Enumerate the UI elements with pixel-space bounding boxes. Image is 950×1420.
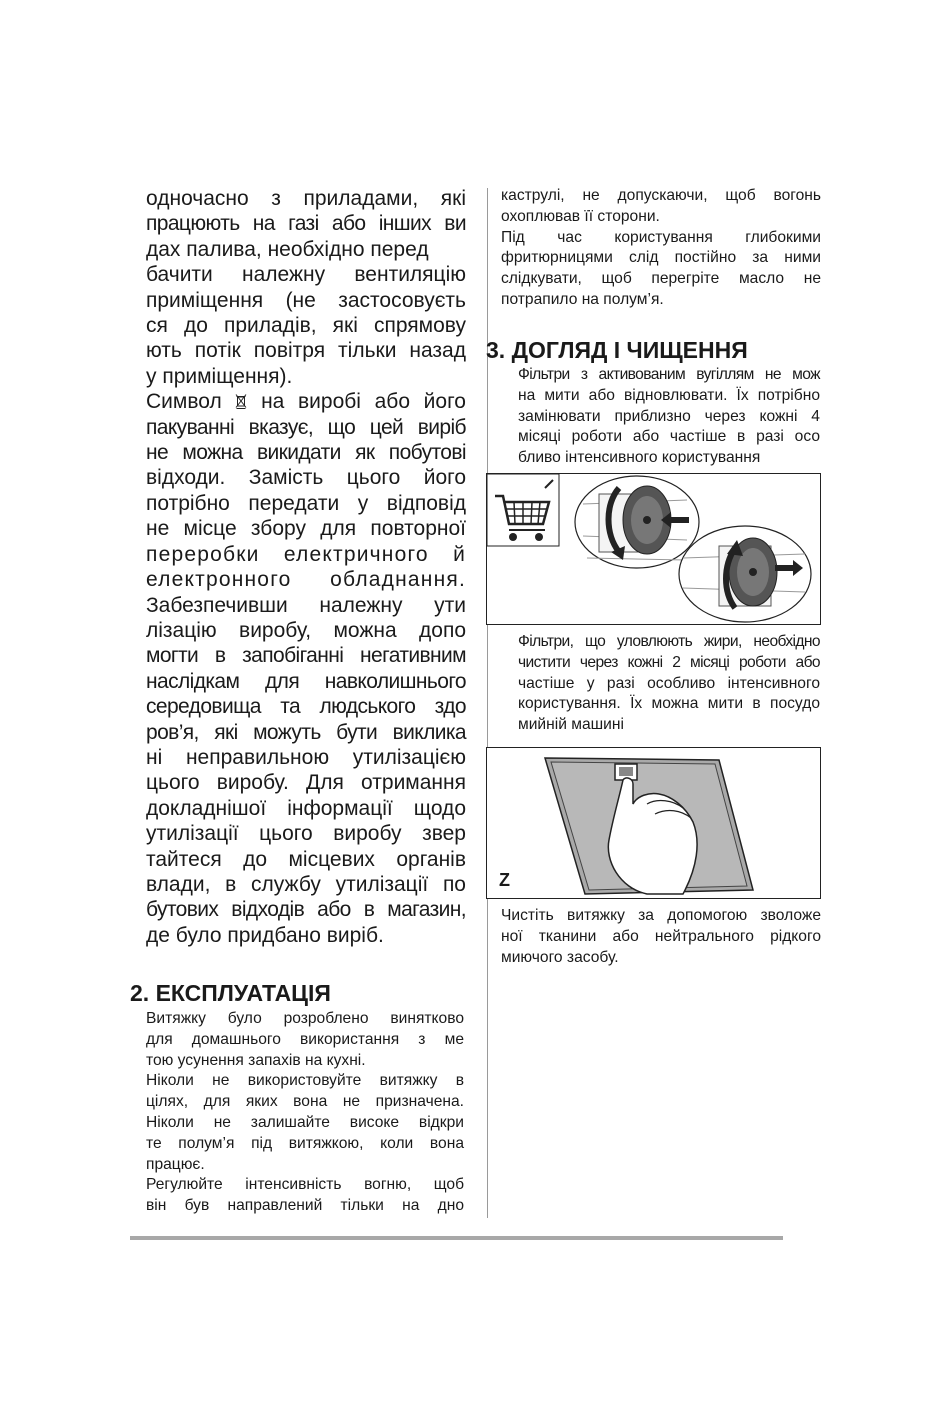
text-line: ної тканини або нейтрального рідкого	[501, 927, 821, 945]
text-line: охоплював її сторони.	[501, 207, 660, 225]
figure-label: Z	[499, 870, 510, 890]
charcoal-filter-figure	[486, 473, 821, 625]
shopping-cart-icon	[487, 474, 559, 546]
left-column	[146, 186, 466, 948]
text-line: він був направлений тільки на дно	[146, 1197, 464, 1215]
text-line: слідкувати, щоб перегріте масло не	[501, 270, 821, 288]
filter-rotate-illustration	[575, 476, 699, 568]
text-line: каструлі, не допускаючи, щоб вогонь	[501, 187, 821, 204]
section-2-heading: 2. ЕКСПЛУАТАЦІЯ	[130, 980, 331, 1006]
symbol-sentence-rest: на виробі або його	[261, 390, 466, 414]
text-line: утилізації цього виробу звер	[146, 822, 466, 846]
text-line: ні неправильною утилізацією	[146, 745, 466, 769]
text-line: докладнішої інформації щодо	[146, 796, 466, 820]
symbol-word: Символ	[146, 390, 222, 414]
text-line: потрапило на полум’я.	[501, 290, 664, 308]
text-line: відходи. Замість цього його	[146, 466, 466, 490]
text-line: приміщення (не застосовуєть	[146, 288, 466, 312]
text-line: ють потік повітря тільки назад	[146, 339, 466, 363]
text-line: Ніколи не залишайте високе відкри	[146, 1113, 464, 1131]
grease-filter-illustration	[487, 748, 820, 898]
text-line: користування. Їх можна мити в посудо	[518, 695, 820, 713]
text-line: замінювати приблизно через кожні 4	[518, 407, 820, 425]
charcoal-filter-text	[518, 365, 820, 469]
paragraph-disposal	[146, 389, 466, 948]
text-line	[146, 389, 466, 414]
text-line: місяці роботи або частіше в разі осо	[518, 428, 820, 446]
section-2-body	[146, 1009, 464, 1217]
text-line: бливо інтенсивного користування	[518, 449, 761, 467]
text-line: не місце збору для повторної	[146, 517, 466, 541]
cleaning-text	[501, 906, 821, 968]
text-line: тайтеся до місцевих органів	[146, 847, 466, 871]
text-line: електронного обладнання.	[146, 568, 466, 592]
text-line: ся до приладів, які спрямову	[146, 314, 466, 338]
text-line: на мити або відновлювати. Їх потрібно	[518, 386, 820, 404]
text-line: Фільтри, що уловлюють жири, необхідно	[518, 633, 820, 650]
text-line: працює.	[146, 1155, 205, 1173]
text-line: те полум’я під витяжкою, коли вона	[146, 1134, 464, 1152]
text-line: де було придбано виріб.	[146, 923, 384, 947]
text-line: Чистіть витяжку за допомогою зволоже	[501, 907, 821, 924]
footer-rule	[130, 1236, 783, 1240]
crossed-bin-icon	[235, 393, 247, 409]
text-line: цілях, для яких вона не призначена.	[146, 1093, 464, 1111]
text-line: чистити через кожні 2 місяці роботи або	[518, 653, 820, 671]
text-line: наслідкам для навколишнього	[146, 669, 466, 693]
text-line: для домашнього використання з ме	[146, 1030, 464, 1048]
right-column-top	[501, 186, 821, 311]
text-line: влади, в службу утилізації по	[146, 872, 466, 896]
text-line: частіше у разі особливо інтенсивного	[518, 674, 820, 692]
text-line: Фільтри з активованим вугіллям не мож	[518, 366, 820, 383]
text-line: бутових відходів або в магазин,	[146, 898, 466, 922]
text-line: фритюрницями слід постійно за ними	[501, 249, 821, 267]
text-line: пакуванні вказує, що цей виріб	[146, 415, 466, 439]
text-line: Регулюйте інтенсивність вогню, щоб	[146, 1176, 464, 1194]
text-line: могти в запобіганні негативним	[146, 644, 466, 668]
text-line: цього виробу. Для отримання	[146, 771, 466, 795]
text-line: Ніколи не використовуйте витяжку в	[146, 1072, 464, 1090]
grease-filter-figure	[486, 747, 821, 899]
grease-filter-text	[518, 632, 820, 736]
text-line: Під час користування глибокими	[501, 228, 821, 246]
text-line: не можна викидати як побутові	[146, 441, 466, 465]
text-line: працюють на газі або інших ви	[146, 212, 466, 236]
text-line: потрібно передати у відповід	[146, 491, 466, 515]
text-line: переробки електричного й	[146, 542, 466, 566]
text-line: тою усунення запахів на кухні.	[146, 1051, 366, 1069]
section-3-heading: 3. ДОГЛЯД І ЧИЩЕННЯ	[486, 337, 748, 363]
text-line: Забезпечивши належну ути	[146, 593, 466, 617]
text-line: лізацію виробу, можна допо	[146, 618, 466, 642]
text-line: середовища та людського здо	[146, 695, 466, 719]
text-line: дах палива, необхідно перед	[146, 237, 429, 261]
text-line: ров’я, які можуть бути виклика	[146, 720, 466, 744]
text-line: бачити належну вентиляцію	[146, 263, 466, 287]
text-line: Витяжку було розроблено винятково	[146, 1010, 464, 1027]
text-line: у приміщення).	[146, 364, 293, 388]
text-line: миючого засобу.	[501, 948, 619, 966]
text-line: мийній машині	[518, 716, 624, 734]
paragraph-ventilation	[146, 186, 466, 389]
text-line: одночасно з приладами, які	[146, 187, 466, 210]
filter-rotate-illustration-2	[679, 526, 811, 622]
